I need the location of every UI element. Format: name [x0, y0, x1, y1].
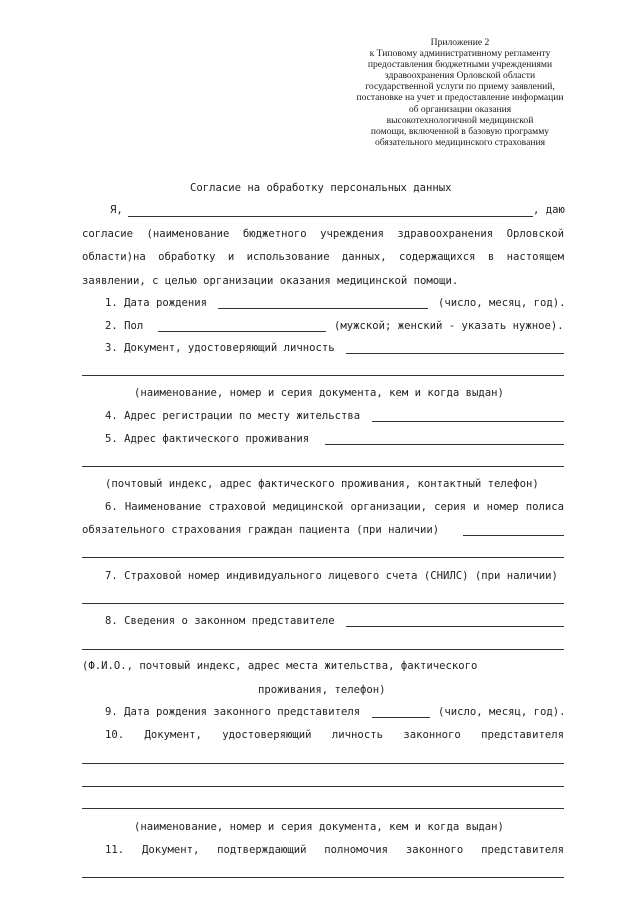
appendix-line: государственной услуги по приему заявлений, — [365, 81, 555, 93]
id-document-field-line2[interactable] — [82, 375, 564, 376]
legal-representative-caption-line2: проживания, телефон) — [258, 684, 386, 696]
item-gender-hint: (мужской; женский - указать нужное). — [334, 320, 564, 332]
item-birth-date-label: 1. Дата рождения — [105, 297, 208, 309]
item-representative-birth-date-label: 9. Дата рождения законного представителя — [105, 706, 361, 718]
intro-line: области)на обработку и использование данных, содержащихся в настоящем — [82, 251, 564, 263]
appendix-header — [340, 37, 580, 148]
item-insurance-label: 6. Наименование страховой медицинской организации, серия и номер полиса — [105, 501, 564, 513]
appendix-line: обязательного медицинского страхования — [374, 136, 546, 148]
snils-field[interactable] — [82, 603, 564, 604]
actual-address-caption: (почтовый индекс, адрес фактического проживания, контактный телефон) — [105, 478, 539, 490]
appendix-line: здравоохранения Орловской области — [384, 70, 536, 82]
item-id-document-label: 3. Документ, удостоверяющий личность — [105, 342, 335, 354]
item-representative-birth-date-hint: (число, месяц, год). — [438, 706, 566, 718]
item-registration-address-label: 4. Адрес регистрации по месту жительства — [105, 410, 361, 422]
gender-field[interactable] — [158, 331, 326, 332]
representative-birth-date-field[interactable] — [372, 717, 430, 718]
representative-document-field-line2[interactable] — [82, 786, 564, 787]
representative-document-field[interactable] — [82, 763, 564, 764]
birth-date-field[interactable] — [218, 308, 428, 309]
authority-document-field[interactable] — [82, 877, 564, 878]
appendix-line: высокотехнологичной медицинской — [386, 114, 534, 126]
document-title: Согласие на обработку персональных данных — [190, 182, 452, 194]
item-legal-representative-label: 8. Сведения о законном представителе — [105, 615, 335, 627]
item-snils-label: 7. Страховой номер индивидуального лицевого счета (СНИЛС) (при наличии) — [105, 570, 558, 582]
intro-line: заявлении, с целью организации оказания медицинской помощи. — [82, 275, 459, 287]
id-document-field[interactable] — [346, 353, 564, 354]
appendix-line: Приложение 2 — [430, 37, 490, 48]
appendix-line: предоставления бюджетными учреждениями — [367, 59, 553, 71]
id-document-caption: (наименование, номер и серия документа, кем и когда выдан) — [134, 387, 504, 399]
insurance-policy-field-line2[interactable] — [82, 557, 564, 558]
item-gender-label: 2. Пол — [105, 320, 144, 332]
legal-representative-field-line2[interactable] — [82, 649, 564, 650]
item-representative-document-label: 10. Документ, удостоверяющий личность законного представителя — [105, 729, 564, 741]
item-actual-address-label: 5. Адрес фактического проживания — [105, 433, 310, 445]
appendix-line: к Типовому административному регламенту — [369, 48, 551, 60]
item-birth-date-hint: (число, месяц, год). — [438, 297, 566, 309]
actual-address-field-line2[interactable] — [82, 466, 564, 467]
appendix-line: постановке на учет и предоставление информации — [356, 92, 564, 104]
intro-dayu: , даю — [533, 204, 565, 216]
appendix-line: об организации оказания — [408, 103, 512, 115]
intro-line: согласие (наименование бюджетного учреждения здравоохранения Орловской — [82, 228, 564, 240]
actual-address-field[interactable] — [325, 444, 564, 445]
legal-representative-caption: (Ф.И.О., почтовый индекс, адрес места жительства, фактического — [82, 660, 478, 672]
item-insurance-label-line2: обязательного страхования граждан пациента (при наличии) — [82, 524, 440, 536]
legal-representative-field[interactable] — [346, 626, 564, 627]
registration-address-field[interactable] — [372, 421, 564, 422]
insurance-policy-field[interactable] — [463, 535, 564, 536]
item-authority-document-label: 11. Документ, подтверждающий полномочия законного представителя — [105, 844, 564, 856]
full-name-field[interactable] — [128, 216, 533, 217]
representative-document-caption: (наименование, номер и серия документа, кем и когда выдан) — [134, 821, 504, 833]
appendix-line: помощи, включенной в базовую программу — [370, 125, 550, 137]
representative-document-field-line3[interactable] — [82, 808, 564, 809]
intro-ya: Я, — [110, 204, 123, 216]
